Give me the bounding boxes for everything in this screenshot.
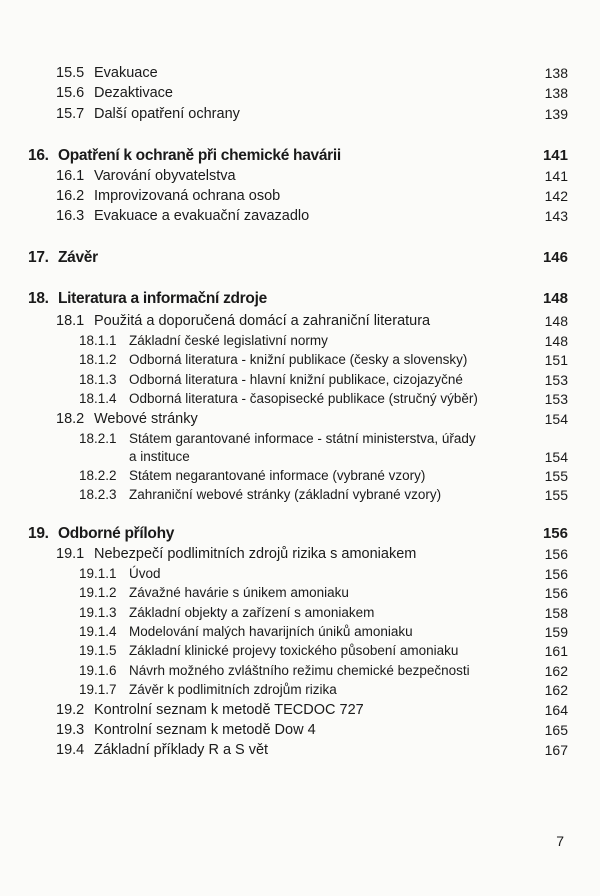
toc-entry-title: Základní klinické projevy toxického působení amoniaku [129,643,459,658]
toc-entry-title: Odborná literatura - knižní publikace (česky a slovensky) [129,352,468,367]
toc-entry-page: 142 [544,188,568,204]
toc-entry-number: 18.1.4 [79,391,117,406]
toc-entry-page: 165 [544,722,568,738]
toc-entry-title: a instituce [129,449,190,464]
toc-entry-number: 15.6 [56,85,85,101]
toc-section [0,311,600,331]
toc-section [0,740,600,760]
toc-section [0,186,600,206]
toc-entry-page: 154 [544,449,568,465]
toc-subsection [0,603,600,623]
toc-subsection [0,331,600,351]
toc-entry-number: 19.1.2 [79,585,117,600]
toc-entry-page: 146 [542,249,568,266]
toc-entry-page: 151 [544,352,568,368]
toc-continuation [0,447,600,467]
toc-entry-number: 18.2.2 [79,468,117,483]
toc-entry-page: 148 [542,290,568,307]
toc-entry-title: Kontrolní seznam k metodě Dow 4 [94,722,316,738]
toc-entry-title: Odborná literatura - hlavní knižní publikace, cizojazyčné [129,372,463,387]
toc-entry-page: 141 [544,168,568,184]
toc-entry-title: Další opatření ochrany [94,106,240,122]
toc-entry-page: 164 [544,702,568,718]
toc-entry-page: 141 [542,147,568,164]
toc-subsection [0,661,600,681]
toc-entry-title: Odborná literatura - časopisecké publikace (stručný výběr) [129,391,478,406]
toc-section [0,544,600,564]
toc-entry-title: Kontrolní seznam k metodě TECDOC 727 [94,702,364,718]
page-number: 7 [556,833,564,849]
toc-entry-number: 18.2.1 [79,431,117,446]
toc-entry-page: 154 [544,411,568,427]
toc-chapter [0,289,600,309]
toc-entry-title: Literatura a informační zdroje [58,290,267,307]
toc-subsection [0,564,600,584]
toc-section [0,83,600,103]
toc-entry-page: 155 [544,468,568,484]
toc-subsection [0,389,600,409]
toc-entry-title: Odborné přílohy [58,525,175,542]
toc-entry-number: 15.5 [56,65,85,81]
toc-entry-number: 19.4 [56,742,85,758]
toc-section [0,104,600,124]
toc-entry-number: 19.1.7 [79,682,117,697]
toc-entry-title: Použitá a doporučená domácí a zahraniční literatura [94,313,431,329]
toc-subsection [0,466,600,486]
toc-entry-number: 18.2 [56,411,85,427]
toc-entry-number: 19.1 [56,546,85,562]
toc-section [0,166,600,186]
toc-subsection [0,350,600,370]
toc-chapter [0,146,600,166]
toc-section [0,63,600,83]
toc-entry-title: Improvizovaná ochrana osob [94,188,281,204]
toc-entry-page: 156 [544,546,568,562]
toc-section [0,206,600,226]
toc-entry-title: Varování obyvatelstva [94,168,236,184]
toc-entry-number: 18.1.2 [79,352,117,367]
toc-entry-page: 162 [544,682,568,698]
toc-entry-title: Základní objekty a zařízení s amoniakem [129,605,375,620]
toc-section [0,720,600,740]
toc-entry-title: Evakuace [94,65,158,81]
toc-subsection [0,583,600,603]
toc-entry-number: 19. [28,525,49,542]
toc-entry-page: 156 [542,525,568,542]
toc-entry-title: Dezaktivace [94,85,173,101]
toc-entry-number: 16.2 [56,188,85,204]
toc-entry-number: 16.3 [56,208,85,224]
toc-chapter [0,524,600,544]
toc-subsection [0,370,600,390]
toc-entry-title: Zahraniční webové stránky (základní vybrané vzory) [129,487,442,502]
toc-entry-page: 159 [544,624,568,640]
toc-entry-title: Závěr [58,249,98,266]
toc-entry-page: 138 [544,85,568,101]
toc-entry-title: Základní české legislativní normy [129,333,328,348]
toc-section [0,700,600,720]
toc-entry-title: Úvod [129,566,161,581]
toc-entry-page: 161 [544,643,568,659]
toc-entry-title: Modelování malých havarijních úniků amoniaku [129,624,413,639]
toc-entry-page: 162 [544,663,568,679]
toc-entry-page: 153 [544,372,568,388]
toc-entry-page: 148 [544,313,568,329]
toc-entry-page: 155 [544,487,568,503]
toc-subsection [0,680,600,700]
toc-subsection [0,429,600,449]
toc-entry-page: 158 [544,605,568,621]
toc-entry-number: 19.1.6 [79,663,117,678]
toc-entry-page: 156 [544,585,568,601]
toc-entry-page: 167 [544,742,568,758]
toc-entry-title: Závěr k podlimitních zdrojům rizika [129,682,337,697]
toc-entry-page: 156 [544,566,568,582]
toc-entry-page: 138 [544,65,568,81]
toc-entry-number: 19.3 [56,722,85,738]
toc-entry-number: 16. [28,147,49,164]
toc-subsection [0,622,600,642]
toc-section [0,409,600,429]
toc-entry-title: Státem negarantované informace (vybrané vzory) [129,468,426,483]
toc-entry-title: Opatření k ochraně při chemické havárii [58,147,341,164]
toc-entry-number: 15.7 [56,106,85,122]
toc-entry-title: Základní příklady R a S vět [94,742,269,758]
toc-entry-page: 143 [544,208,568,224]
toc-subsection [0,485,600,505]
toc-entry-page: 153 [544,391,568,407]
toc-entry-number: 18.2.3 [79,487,117,502]
toc-entry-number: 17. [28,249,49,266]
toc-entry-number: 19.2 [56,702,85,718]
toc-subsection [0,641,600,661]
toc-entry-number: 18. [28,290,49,307]
toc-entry-number: 19.1.4 [79,624,117,639]
toc-entry-title: Evakuace a evakuační zavazadlo [94,208,310,224]
toc-entry-page: 148 [544,333,568,349]
toc-entry-number: 19.1.5 [79,643,117,658]
toc-entry-title: Státem garantované informace - státní ministerstva, úřady [129,431,476,446]
toc-entry-number: 16.1 [56,168,85,184]
toc-entry-page: 139 [544,106,568,122]
toc-entry-title: Webové stránky [94,411,198,427]
toc-entry-number: 18.1 [56,313,85,329]
toc-entry-title: Nebezpečí podlimitních zdrojů rizika s amoniakem [94,546,417,562]
toc-entry-number: 18.1.1 [79,333,117,348]
toc-entry-number: 19.1.1 [79,566,117,581]
toc-entry-title: Návrh možného zvláštního režimu chemické bezpečnosti [129,663,470,678]
toc-entry-title: Závažné havárie s únikem amoniaku [129,585,349,600]
toc-chapter [0,248,600,268]
toc-entry-number: 19.1.3 [79,605,117,620]
toc-entry-number: 18.1.3 [79,372,117,387]
